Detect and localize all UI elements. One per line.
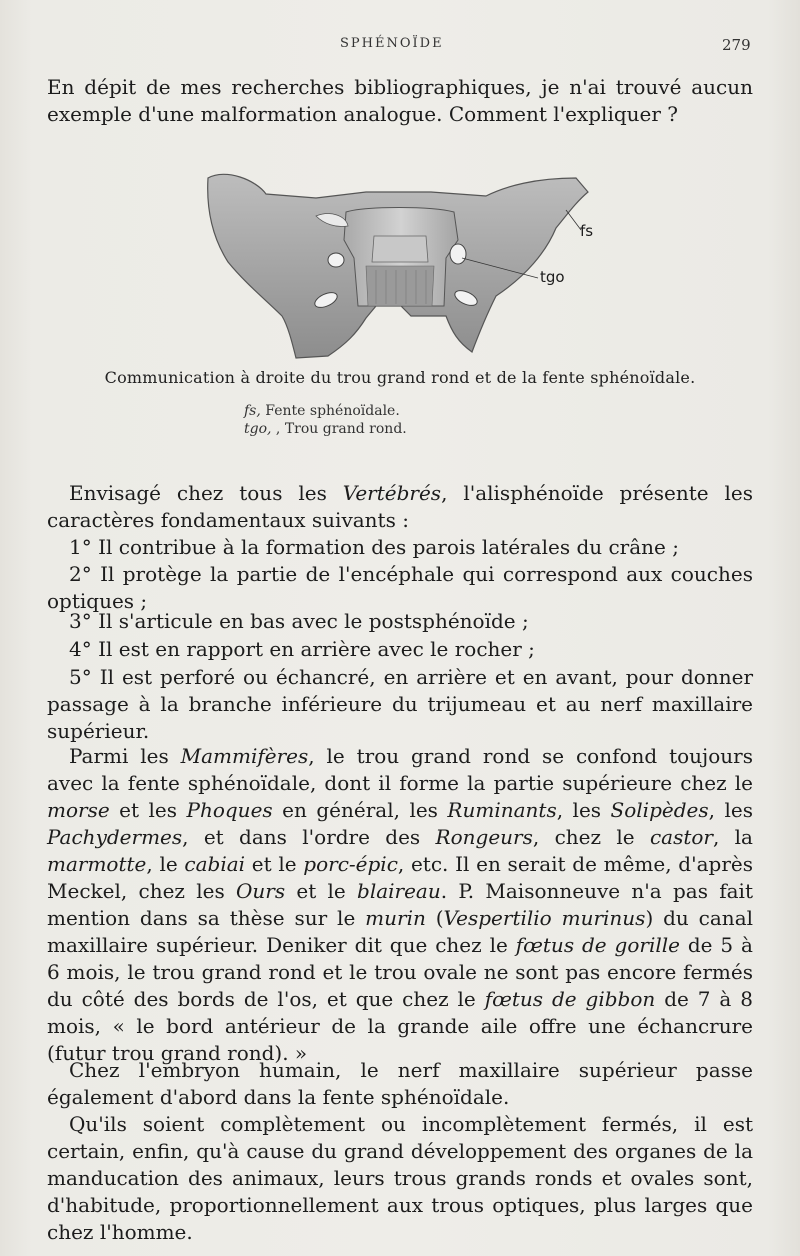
paragraph-conclusion: Qu'ils soient complètement ou incomplètement fermés, il est certain, enfin, qu'à cause du grand développement des organes de la manducation des animaux, leurs trous grands ronds et ovales sont, d'habitude, proportionnellement aux trous optiques, plus larges que chez l'homme. bbox=[47, 1112, 753, 1244]
sella-turcica bbox=[372, 236, 428, 262]
text-run-italic: Solipèdes bbox=[610, 798, 709, 822]
sphenoid-bone-illustration bbox=[196, 166, 606, 362]
legend-text: , Trou grand rond. bbox=[275, 421, 407, 437]
list-item-1 bbox=[47, 534, 753, 561]
text-run: , les bbox=[708, 798, 753, 822]
text-run-italic: murin bbox=[365, 906, 426, 930]
legend-abbr: tgo, bbox=[244, 421, 272, 437]
text-run-italic: Mammifères bbox=[180, 744, 309, 768]
item-text: Il s'articule en bas avec le postsphénoïde ; bbox=[98, 609, 529, 633]
text-run-italic: Rongeurs bbox=[435, 825, 533, 849]
text-run-italic: Phoques bbox=[186, 798, 273, 822]
running-head bbox=[0, 36, 800, 56]
text-run-italic: fœtus de gibbon bbox=[484, 987, 656, 1011]
text-run-italic: morse bbox=[47, 798, 110, 822]
foramen-rotundum-right bbox=[450, 244, 466, 264]
text-run-italic: fœtus de gorille bbox=[515, 933, 680, 957]
foramen-rotundum-left bbox=[328, 253, 344, 267]
text-run-italic: blaireau bbox=[357, 879, 441, 903]
text-run-italic: cabiai bbox=[184, 852, 246, 876]
text-run: en général, les bbox=[272, 798, 448, 822]
item-number: 3° bbox=[69, 609, 92, 633]
paragraph-mammiferes bbox=[47, 743, 753, 1067]
text-run: et le bbox=[245, 852, 304, 876]
figure-label-fs: fs bbox=[580, 222, 594, 240]
list-item-4 bbox=[47, 636, 753, 663]
item-text: Il est perforé ou échancré, en arrière et en avant, pour donner passage à la branche inférieure du trijumeau et au nerf maxillaire supérieur. bbox=[47, 665, 753, 743]
text-run: , le bbox=[146, 852, 185, 876]
legend-text: Fente sphénoïdale. bbox=[265, 403, 400, 419]
text-run: Envisagé chez tous les bbox=[69, 481, 343, 505]
page-number: 279 bbox=[722, 36, 751, 54]
paragraph-vertebres bbox=[47, 480, 753, 534]
text-run: , la bbox=[712, 825, 753, 849]
text-run: ) du canal maxillaire supérieur. Deniker dit que chez le bbox=[47, 906, 754, 957]
text-run-italic: Ours bbox=[235, 879, 286, 903]
item-number: 4° bbox=[69, 637, 92, 661]
item-text: Il est en rapport en arrière avec le rocher ; bbox=[98, 637, 535, 661]
text-run-italic: castor bbox=[649, 825, 713, 849]
legend-entry-fs bbox=[244, 402, 407, 420]
list-item-3 bbox=[47, 608, 753, 635]
legend-abbr: fs, bbox=[244, 403, 261, 419]
list-item-5 bbox=[47, 664, 753, 745]
text-run: , et dans l'ordre des bbox=[182, 825, 436, 849]
text-run: , etc. Il en serait de même, d'après Meckel, chez les bbox=[47, 852, 753, 903]
text-run: et les bbox=[109, 798, 187, 822]
paragraph-embryon: Chez l'embryon humain, le nerf maxillaire supérieur passe également d'abord dans la fente sphénoïdale. bbox=[47, 1058, 753, 1109]
text-run: de 5 à 6 mois, le trou grand rond et le trou ovale ne sont pas encore fermés du côté des bords de l'os, et que chez le bbox=[47, 933, 753, 1011]
item-number: 5° bbox=[69, 665, 92, 689]
text-run-italic: Vespertilio murinus bbox=[443, 906, 646, 930]
item-number: 1° bbox=[69, 535, 92, 559]
list-item-2 bbox=[47, 561, 753, 615]
text-run: Parmi les bbox=[69, 744, 181, 768]
text-run: , l'alisphénoïde présente les caractères fondamentaux suivants : bbox=[47, 481, 753, 532]
text-run: , chez le bbox=[532, 825, 650, 849]
figure-legend bbox=[244, 402, 407, 438]
text-run-italic: Ruminants bbox=[447, 798, 557, 822]
item-text: Il contribue à la formation des parois latérales du crâne ; bbox=[98, 535, 679, 559]
item-number: 2° bbox=[69, 562, 92, 586]
text-run: ( bbox=[425, 906, 444, 930]
text-run-italic: Vertébrés bbox=[342, 481, 442, 505]
text-run-italic: Pachydermes bbox=[47, 825, 183, 849]
figure-label-tgo: tgo bbox=[540, 268, 565, 286]
text-run-italic: porc-épic bbox=[303, 852, 398, 876]
sphenoid-figure bbox=[196, 166, 606, 362]
running-title: SPHÉNOÏDE bbox=[340, 36, 444, 51]
text-run: , le trou grand rond se confond toujours avec la fente sphénoïdale, dont il forme la partie supérieure chez le bbox=[47, 744, 753, 795]
fs-pointer-line bbox=[566, 210, 581, 230]
text-run: de 7 à 8 mois, « le bord antérieur de la grande aile offre une échancrure (futur trou grand rond). » bbox=[47, 987, 753, 1065]
legend-entry-tgo bbox=[244, 420, 407, 438]
text-run-italic: marmotte bbox=[47, 852, 147, 876]
text-run: . P. Maisonneuve n'a pas fait mention dans sa thèse sur le bbox=[47, 879, 753, 930]
text-run: , les bbox=[556, 798, 611, 822]
intro-paragraph: En dépit de mes recherches bibliographiques, je n'ai trouvé aucun exemple d'une malformation analogue. Comment l'expliquer ? bbox=[47, 75, 753, 126]
figure-caption: Communication à droite du trou grand rond et de la fente sphénoïdale. bbox=[104, 368, 696, 387]
text-run: et le bbox=[285, 879, 358, 903]
item-text: Il protège la partie de l'encéphale qui correspond aux couches optiques ; bbox=[47, 562, 753, 613]
